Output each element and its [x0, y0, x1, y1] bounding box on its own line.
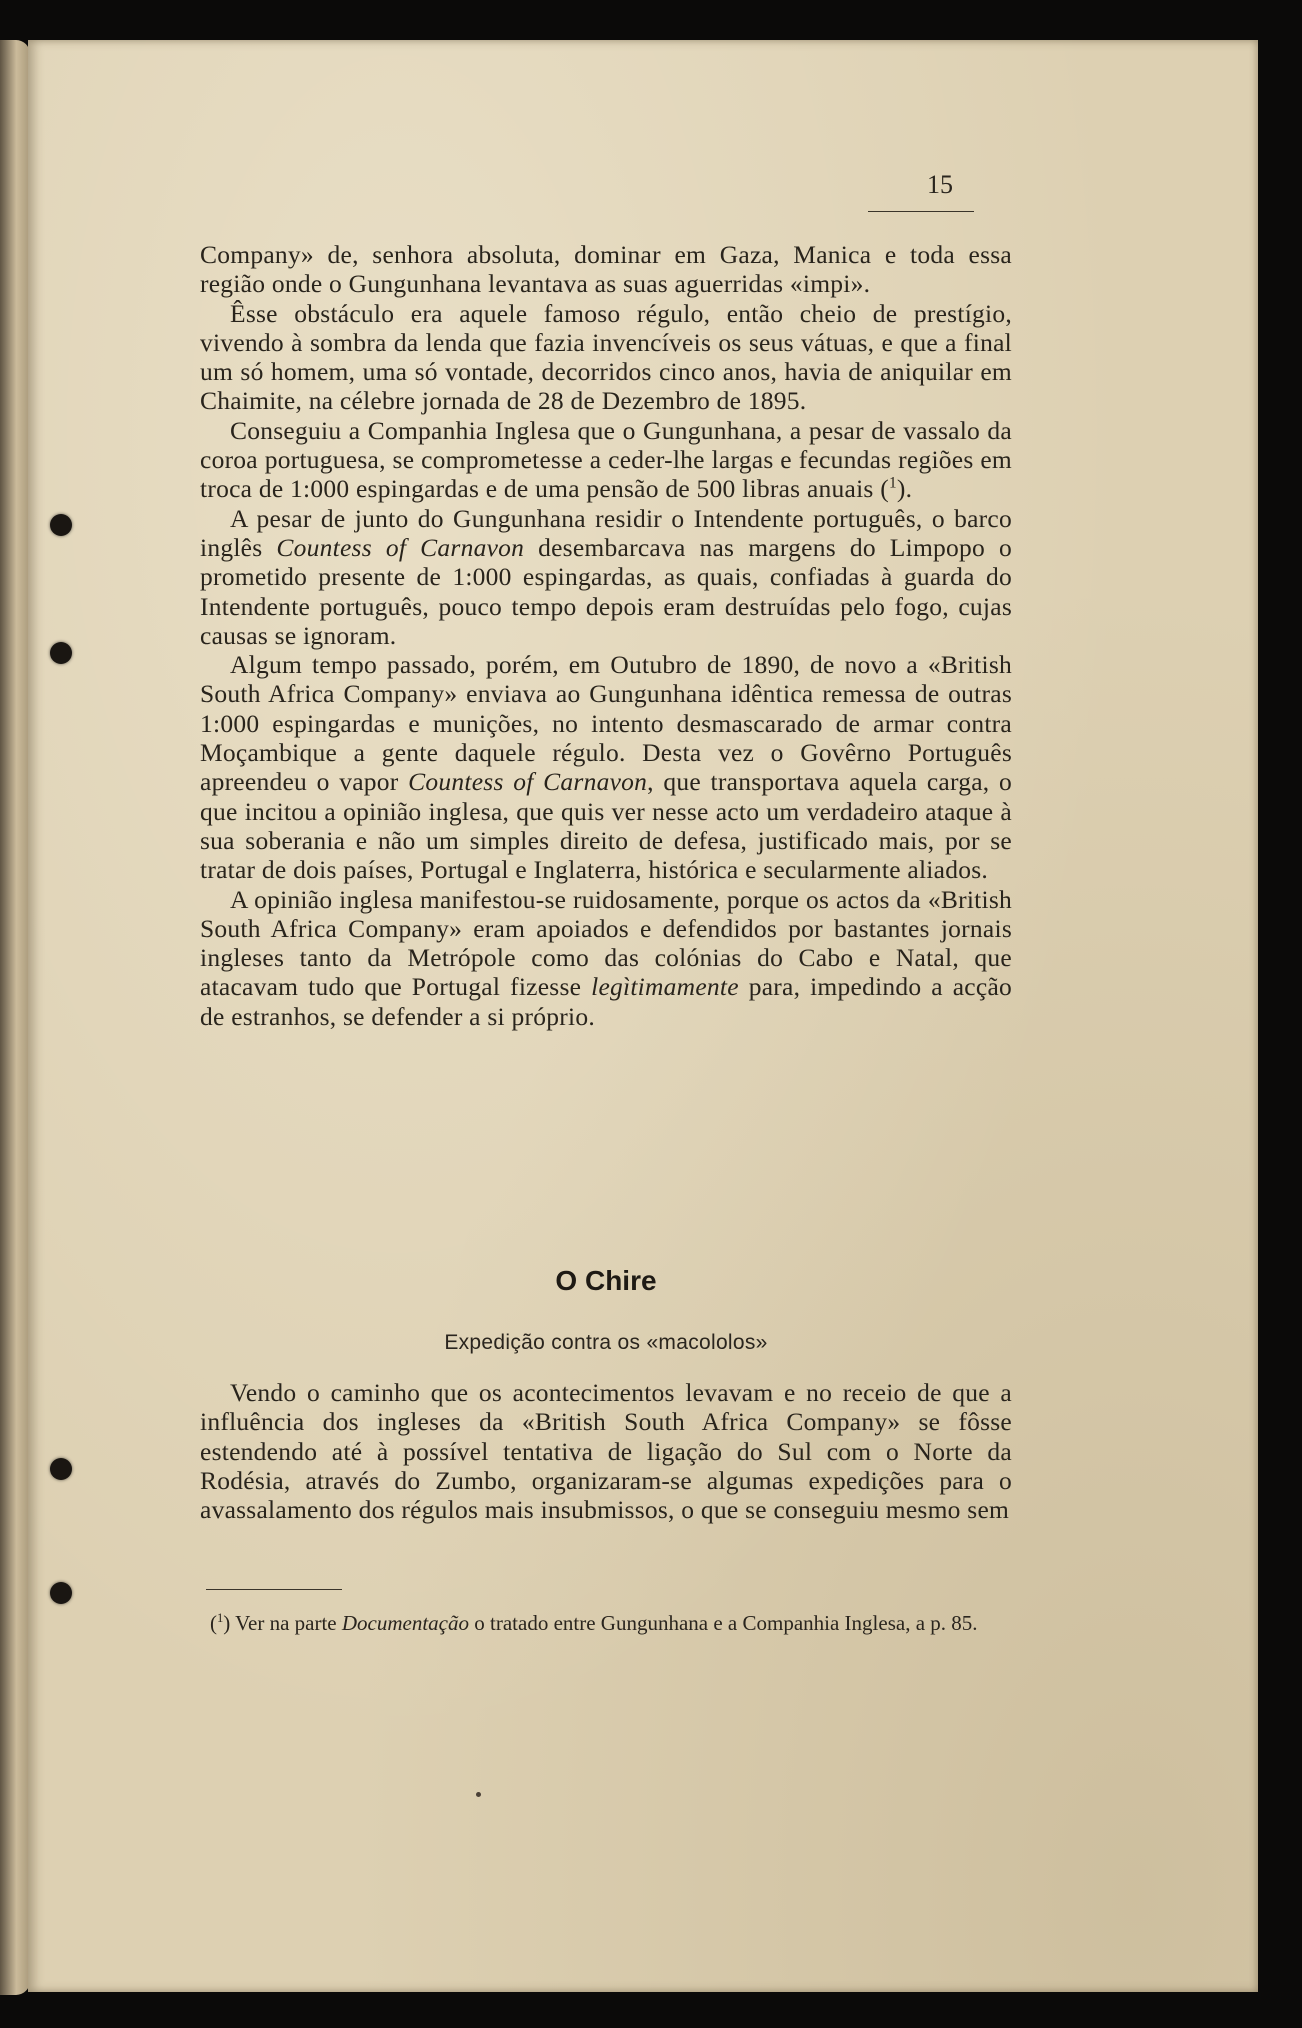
paragraph: Êsse obstáculo era aquele famoso régulo, então cheio de prestígio, vivendo à sombra da lenda que fazia invencíveis os seus vátuas, e que a final um só homem, uma só vontade, decorridos cinco anos, havia de aniquilar em Chaimite, na célebre jornada de 28 de Dezembro de 1895.	[200, 298, 1012, 416]
ship-name: Countess of Carnavon	[408, 767, 648, 797]
binding-hole	[50, 642, 72, 664]
paragraph: Algum tempo passado, porém, em Outubro de 1890, de novo a «British South Africa Company» enviava ao Gungunhana idêntica remessa de outras 1:000 espingardas e munições, no intento desmascarado de armar contra Moçambique a gente daquele régulo. Desta vez o Govêrno Português apreendeu o vapor Countess of Carnavon, que transportava aquela carga, o que incitou a opinião inglesa, que quis ver nesse acto um verdadeiro ataque à sua soberania e não um simples direito de defesa, justificado mais, por se tratar de dois países, Portugal e Inglaterra, histórica e secularmente aliados.	[200, 650, 1013, 885]
footnote-reference[interactable]: 1	[888, 474, 897, 492]
page-number-rule	[868, 211, 974, 212]
ship-name: Countess of Carnavon	[276, 532, 525, 562]
adjacent-page-edge	[0, 40, 30, 1995]
paragraph: A opinião inglesa manifestou-se ruidosamente, porque os actos da «British South Africa Company» eram apoiados e defendidos por bastantes jornais ingleses tanto da Metrópole como das colónias do Cabo e Natal, que atacavam tudo que Portugal fizesse legìtimamente para, impedindo a acção de estranhos, se defender a si próprio.	[200, 884, 1013, 1031]
footnote-rule	[206, 1589, 342, 1590]
paragraph: Company» de, senhora absoluta, dominar em Gaza, Manica e toda essa região onde o Gungunhana levantava as suas aguerridas «impi».	[200, 240, 1012, 299]
section-text	[200, 1378, 1012, 1524]
footnote-emphasis: Documentação	[341, 1611, 470, 1635]
paragraph: Vendo o caminho que os acontecimentos levavam e no receio de que a influência dos ingleses da «British South Africa Company» se fôsse estendendo até à possível tentativa de ligação do Sul com o Norte da Rodésia, através do Zumbo, organizaram-se algumas expedições para o avassalamento dos régulos mais insubmissos, o que se conseguiu mesmo sem	[200, 1378, 1012, 1525]
binding-hole	[50, 514, 72, 536]
emphasis: legìtimamente	[591, 972, 739, 1002]
binding-hole	[50, 1582, 72, 1604]
paragraph: A pesar de junto do Gungunhana residir o Intendente português, o barco inglês Countess of Carnavon desembarcava nas margens do Limpopo o prometido presente de 1:000 espingardas, as quais, confiadas à guarda do Intendente português, pouco tempo depois eram destruídas pelo fogo, cujas causas se ignoram.	[200, 503, 1012, 650]
paper-speck	[476, 1792, 481, 1797]
footnote-marker: 1	[217, 1611, 224, 1625]
footnote: ($^1$) Ver na parte Documentação o tratado entre Gungunhana e a Companhia Inglesa, a p. 85.	[210, 1611, 978, 1635]
section-title: O Chire	[555, 1265, 657, 1296]
page-number: 15	[927, 170, 953, 199]
section-subtitle: Expedição contra os «macololos»	[444, 1331, 768, 1354]
main-text	[200, 240, 1012, 1031]
binding-hole	[50, 1458, 72, 1480]
paragraph: Conseguiu a Companhia Inglesa que o Gungunhana, a pesar de vassalo da coroa portuguesa, se comprometesse a ceder-lhe largas e fecundas regiões em troca de 1:000 espingardas e de uma pensão de 500 libras anuais ($^1$).	[200, 415, 1012, 504]
